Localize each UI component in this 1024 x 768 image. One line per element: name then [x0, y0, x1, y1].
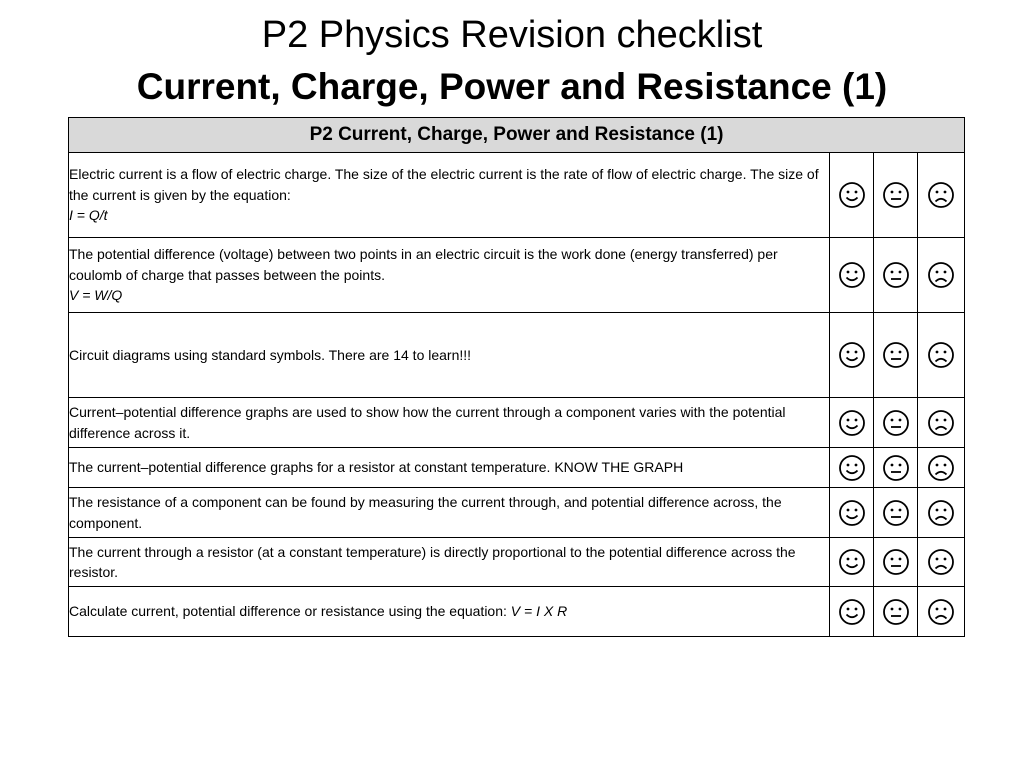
row-description	[69, 313, 830, 398]
sad-face-cell[interactable]	[918, 587, 965, 637]
sad-face-icon	[927, 454, 955, 482]
sad-face-cell[interactable]	[918, 238, 965, 313]
sad-face-cell[interactable]	[918, 448, 965, 488]
title-subtitle: Current, Charge, Power and Resistance (1)	[136, 66, 888, 107]
sad-face-cell[interactable]	[918, 313, 965, 398]
smiley-face-cell[interactable]	[830, 313, 874, 398]
sad-face-icon	[927, 548, 955, 576]
row-description	[69, 488, 830, 538]
smiley-face-cell[interactable]	[830, 587, 874, 637]
row-text: The current–potential difference graphs for a resistor at constant temperature. KNOW THE GRAPH	[69, 459, 684, 476]
neutral-face-cell[interactable]	[874, 313, 918, 398]
sad-face-icon	[927, 181, 955, 209]
neutral-face-icon	[882, 499, 910, 527]
row-text: Current–potential difference graphs are used to show how the current through a component varies with the potential difference across it.	[69, 404, 786, 441]
neutral-face-icon	[882, 598, 910, 626]
sad-face-icon	[927, 409, 955, 437]
neutral-face-icon	[882, 181, 910, 209]
smiley-face-cell[interactable]	[830, 398, 874, 448]
smiley-face-icon	[838, 341, 866, 369]
smiley-face-icon	[838, 454, 866, 482]
row-description	[69, 538, 830, 587]
row-description	[69, 448, 830, 488]
row-text: The resistance of a component can be found by measuring the current through, and potential difference across, the component.	[69, 494, 782, 531]
smiley-face-cell[interactable]	[830, 448, 874, 488]
sad-face-icon	[927, 598, 955, 626]
row-description	[69, 587, 830, 637]
sad-face-cell[interactable]	[918, 153, 965, 238]
row-description	[69, 238, 830, 313]
row-text: The current through a resistor (at a constant temperature) is directly proportional to the potential difference across the resistor.	[69, 543, 796, 580]
neutral-face-icon	[882, 261, 910, 289]
smiley-face-icon	[838, 409, 866, 437]
table-row	[69, 587, 965, 637]
neutral-face-icon	[882, 454, 910, 482]
neutral-face-cell[interactable]	[874, 238, 918, 313]
sad-face-icon	[927, 341, 955, 369]
neutral-face-cell[interactable]	[874, 153, 918, 238]
neutral-face-cell[interactable]	[874, 538, 918, 587]
table-row	[69, 153, 965, 238]
neutral-face-cell[interactable]	[874, 398, 918, 448]
title-main: P2 Physics Revision checklist	[261, 14, 763, 56]
sad-face-cell[interactable]	[918, 538, 965, 587]
neutral-face-cell[interactable]	[874, 587, 918, 637]
smiley-face-cell[interactable]	[830, 538, 874, 587]
neutral-face-icon	[882, 548, 910, 576]
neutral-face-cell[interactable]	[874, 488, 918, 538]
smiley-face-cell[interactable]	[830, 488, 874, 538]
smiley-face-icon	[838, 548, 866, 576]
table-row	[69, 538, 965, 587]
smiley-face-cell[interactable]	[830, 153, 874, 238]
table-row	[69, 488, 965, 538]
smiley-face-cell[interactable]	[830, 238, 874, 313]
row-equation: V = W/Q	[69, 287, 123, 304]
table-row	[69, 313, 965, 398]
smiley-face-icon	[838, 181, 866, 209]
table-row	[69, 238, 965, 313]
smiley-face-icon	[838, 598, 866, 626]
neutral-face-icon	[882, 409, 910, 437]
row-description	[69, 153, 830, 238]
neutral-face-cell[interactable]	[874, 448, 918, 488]
row-description	[69, 398, 830, 448]
table-row	[69, 398, 965, 448]
revision-checklist-table	[68, 117, 965, 637]
smiley-face-icon	[838, 261, 866, 289]
table-header: P2 Current, Charge, Power and Resistance (1)	[69, 118, 965, 153]
sad-face-icon	[927, 499, 955, 527]
sad-face-cell[interactable]	[918, 488, 965, 538]
row-text: Electric current is a flow of electric charge. The size of the electric current is the rate of flow of electric charge. The size of the current is given by the equation:	[69, 166, 819, 203]
row-text: Circuit diagrams using standard symbols. There are 14 to learn!!!	[69, 346, 472, 363]
row-text: The potential difference (voltage) between two points in an electric circuit is the work done (energy transferred) per coulomb of charge that passes between the points.	[69, 246, 778, 283]
table-header-row	[69, 118, 965, 153]
row-equation: V = I X R	[510, 603, 568, 620]
sad-face-cell[interactable]	[918, 398, 965, 448]
smiley-face-icon	[838, 499, 866, 527]
sad-face-icon	[927, 261, 955, 289]
row-equation: I = Q/t	[69, 207, 108, 224]
row-text: Calculate current, potential difference or resistance using the equation:	[69, 603, 511, 620]
slide-title	[0, 10, 1024, 114]
table-row	[69, 448, 965, 488]
neutral-face-icon	[882, 341, 910, 369]
